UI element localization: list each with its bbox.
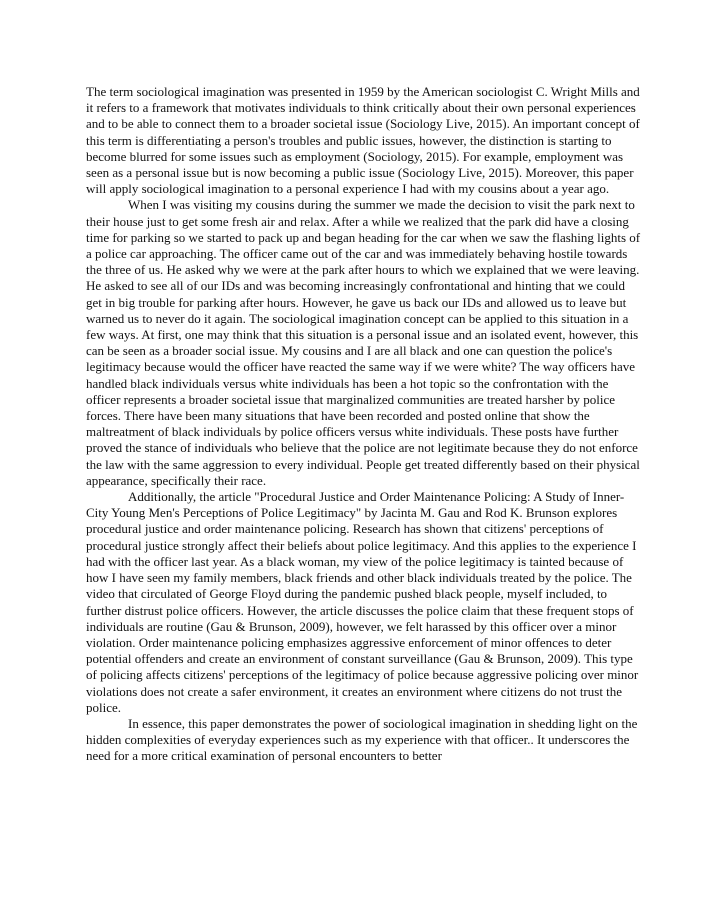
paragraph-procedural-justice: Additionally, the article "Procedural Justice and Order Maintenance Policing: A Study of Inner-City Young Men's Perceptions of Police Legitimacy" by Jacinta M. Gau and Rod K. Brunson explores procedural justice and order maintenance policing. Research has shown that citizens' perceptions of procedural justice strongly affect their beliefs about police legitimacy. And this applies to the experience I had with the officer last year. As a black woman, my view of the police legitimacy is tainted because of how I have seen my family members, black friends and other black individuals treated by the police. The video that circulated of George Floyd during the pandemic pushed black people, myself included, to further distrust police officers. However, the article discusses the police claim that these frequent stops of individuals are routine (Gau & Brunson, 2009), however, we felt harassed by this officer over a minor violation. Order maintenance policing emphasizes aggressive enforcement of minor offences to deter potential offenders and create an environment of constant surveillance (Gau & Brunson, 2009). This type of policing affects citizens' perceptions of the legitimacy of police because aggressive policing over minor violations does not create a safer environment, it creates an environment where citizens do not trust the police.: [86, 489, 639, 715]
paragraph-introduction: The term sociological imagination was presented in 1959 by the American sociologist C. Wright Mills and it refers to a framework that motivates individuals to think critically about their own personal experiences and to be able to connect them to a broader societal issue (Sociology Live, 2015). An important concept of this term is differentiating a person's troubles and public issues, however, the distinction is starting to become blurred for some issues such as employment (Sociology, 2015). For example, employment was seen as a personal issue but is now becoming a public issue (Sociology Live, 2015). Moreover, this paper will apply sociological imagination to a personal experience I had with my cousins about a year ago.: [86, 84, 640, 197]
paragraph-park-experience: When I was visiting my cousins during the summer we made the decision to visit the park next to their house just to get some fresh air and relax. After a while we realized that the park did have a closing time for parking so we started to pack up and began heading for the car when we saw the flashing lights of a police car approaching. The officer came out of the car and was immediately behaving hostile towards the three of us. He asked why we were at the park after hours to which we explained that we were leaving. He asked to see all of our IDs and was becoming increasingly confrontational and hinting that we could get in big trouble for parking after hours. However, he gave us back our IDs and allowed us to leave but warned us to never do it again. The sociological imagination concept can be applied to this situation in a few ways. At first, one may think that this situation is a personal issue and an isolated event, however, this can be seen as a broader social issue. My cousins and I are all black and one can question the police's legitimacy because would the officer have reacted the same way if we were white? The way officers have handled black individuals versus white individuals has been a hot topic so the confrontation with the officer represents a broader societal issue that marginalized communities are treated harsher by police forces. There have been many situations that have been recorded and posted online that show the maltreatment of black individuals by police officers versus white individuals. These posts have further proved the stance of individuals who believe that the police are not legitimate because they do not enforce the law with the same aggression to every individual. People get treated differently based on their physical appearance, specifically their race.: [86, 197, 641, 488]
paragraph-conclusion: In essence, this paper demonstrates the power of sociological imagination in shedding light on the hidden complexities of everyday experiences such as my experience with that officer.. It underscores the need for a more critical examination of personal encounters to better: [86, 715, 638, 764]
document-body: [86, 84, 642, 765]
